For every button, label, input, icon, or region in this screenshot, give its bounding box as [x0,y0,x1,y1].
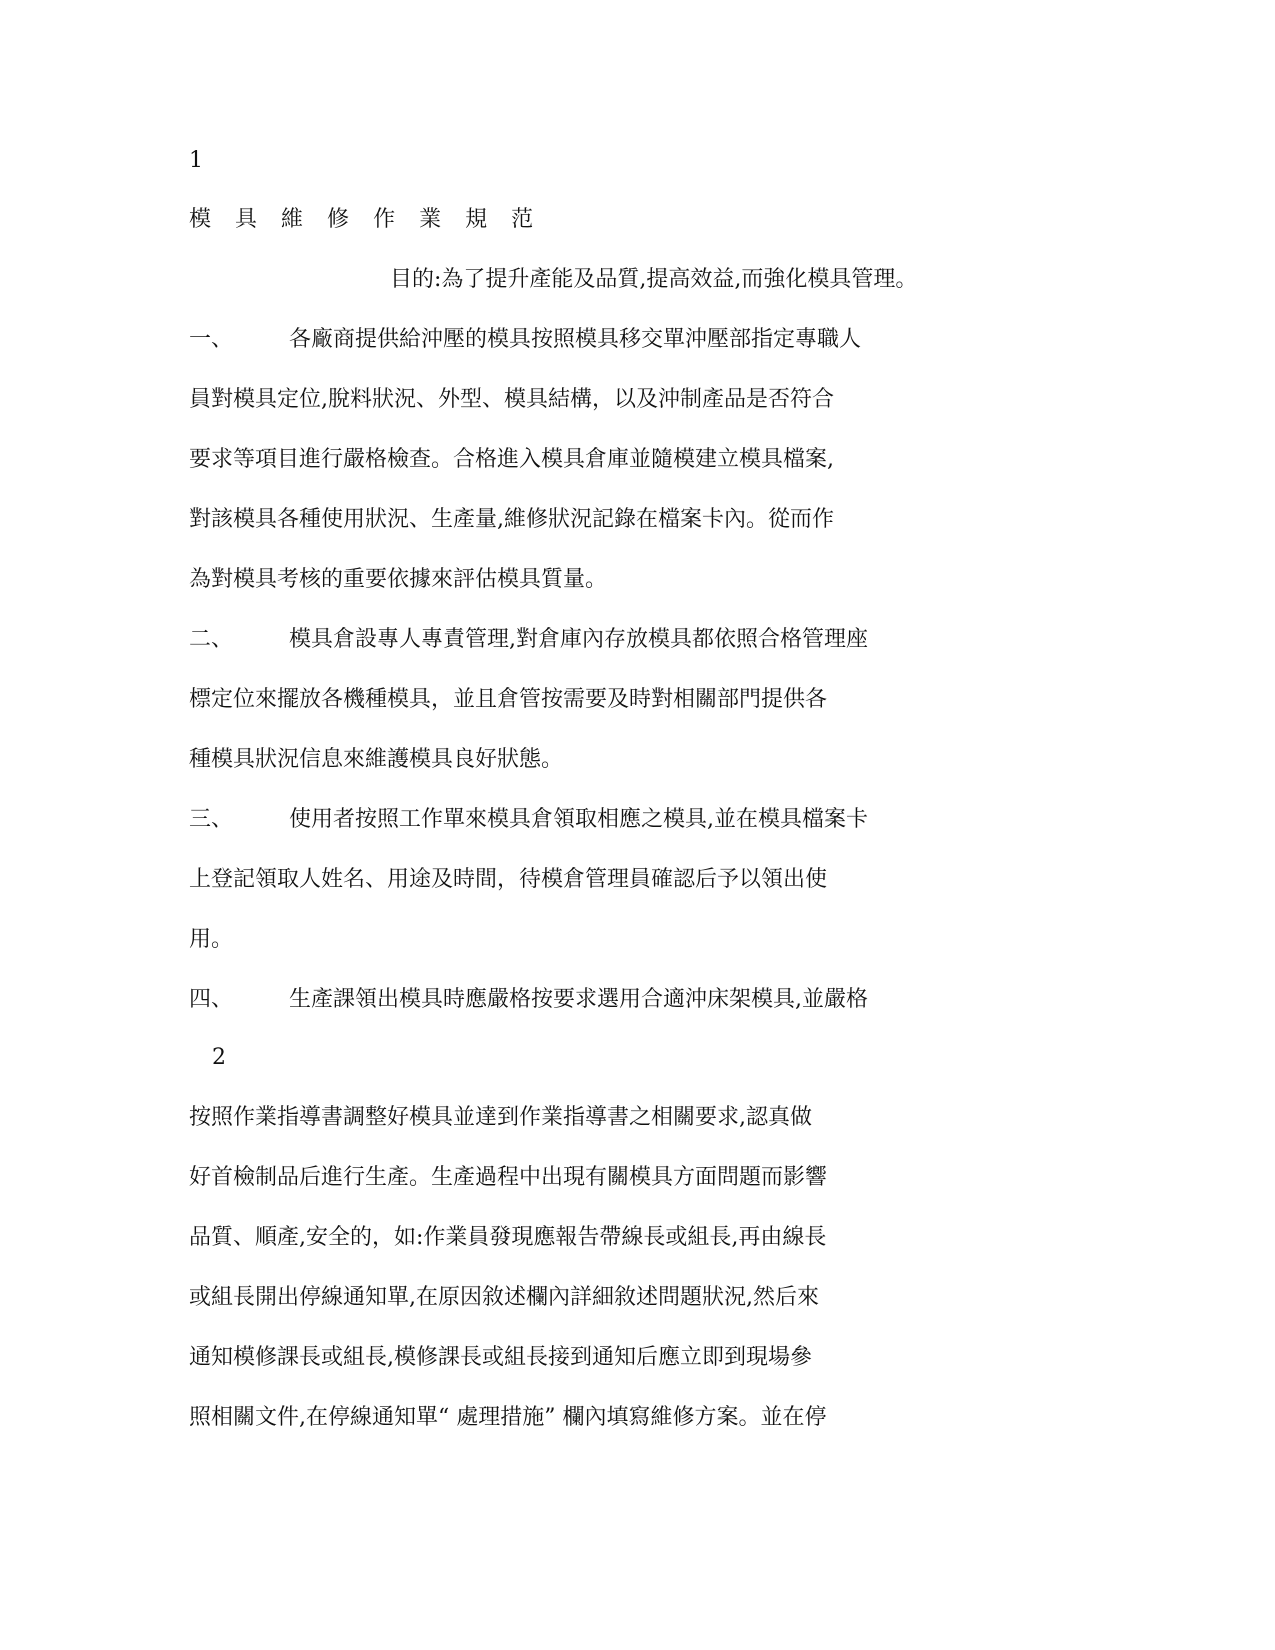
item-number: 二、 [189,627,234,652]
item-text: 模具倉設專人專責管理,對倉庫內存放模具都依照合格管理座 [289,627,868,652]
document-title [189,205,557,235]
item-1-line: 對該模具各種使用狀況、生產量,維修狀況記錄在檔案卡內。從而作 [189,507,834,532]
item-text: 生產課領出模具時應嚴格按要求選用合適沖床架模具,並嚴格 [289,987,868,1012]
item-1-line: 要求等項目進行嚴格檢查。合格進入模具倉庫並隨模建立模具檔案, [189,447,834,472]
title-char: 范 [511,207,534,232]
page-2-line: 按照作業指導書調整好模具並達到作業指導書之相關要求,認真做 [189,1105,812,1130]
page-2-line: 照相關文件,在停線通知單“ 處理措施” 欄內填寫維修方案。並在停 [189,1405,827,1430]
item-1-line: 員對模具定位,脫料狀況、外型、模具結構，以及沖制產品是否符合 [189,387,834,412]
item-2-line: 種模具狀況信息來維護模具良好狀態。 [189,747,564,772]
title-char: 修 [327,207,350,232]
item-1-line: 為對模具考核的重要依據來評估模具質量。 [189,567,608,592]
item-1-first-line [189,325,861,355]
title-char: 具 [235,207,258,232]
purpose-line: 目的:為了提升產能及品質,提高效益,而強化模具管理。 [390,267,918,292]
item-2-first-line [189,625,868,655]
item-3-line: 上登記領取人姓名、用途及時間，待模倉管理員確認后予以領出使 [189,867,828,892]
item-4-first-line [189,985,868,1015]
page-2-line: 通知模修課長或組長,模修課長或組長接到通知后應立即到現場參 [189,1345,812,1370]
title-char: 維 [281,207,304,232]
title-char: 業 [419,207,442,232]
page-number-1: 1 [189,148,203,173]
item-2-line: 標定位來擺放各機種模具，並且倉管按需要及時對相關部門提供各 [189,687,828,712]
item-number: 一、 [189,327,234,352]
page-2-line: 或組長開出停線通知單,在原因敘述欄內詳細敘述問題狀況,然后來 [189,1285,819,1310]
item-number: 三、 [189,807,234,832]
item-text: 各廠商提供給沖壓的模具按照模具移交單沖壓部指定專職人 [289,327,862,352]
page-number-2: 2 [212,1045,226,1070]
title-char: 作 [373,207,396,232]
item-3-line: 用。 [189,927,234,952]
page-2-line: 品質、順產,安全的，如:作業員發現應報告帶線長或組長,再由線長 [189,1225,827,1250]
page-2-line: 好首檢制品后進行生產。生產過程中出現有關模具方面問題而影響 [189,1165,828,1190]
item-text: 使用者按照工作單來模具倉領取相應之模具,並在模具檔案卡 [289,807,868,832]
item-number: 四、 [189,987,234,1012]
title-char: 規 [465,207,488,232]
title-char: 模 [189,207,212,232]
item-3-first-line [189,805,868,835]
